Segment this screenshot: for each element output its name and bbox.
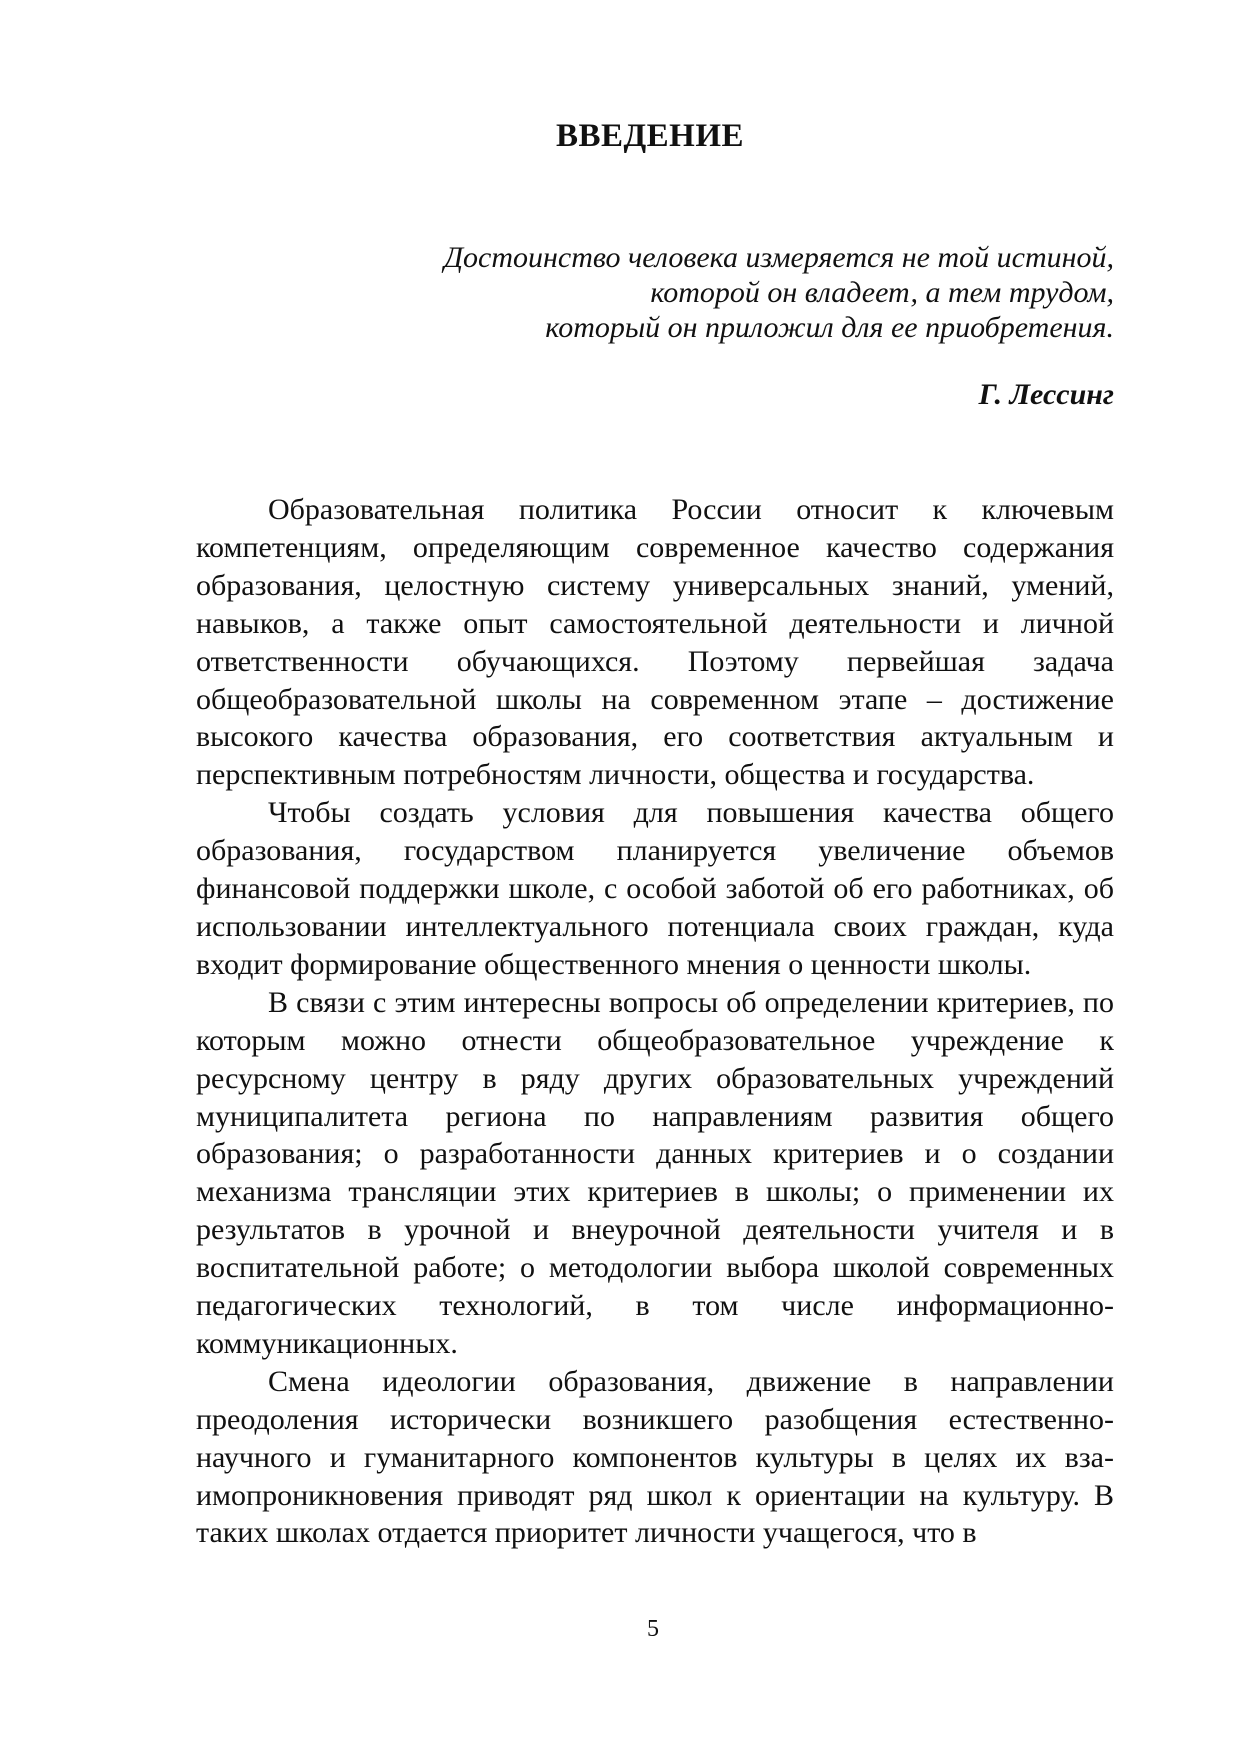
page-title: ВВЕДЕНИЕ xyxy=(555,118,745,154)
body-text xyxy=(196,491,1114,1552)
epigraph-line: который он приложил для ее приобретения. xyxy=(545,311,1114,344)
paragraph: Смена идеологии образования, движение в направлении преодоления исторически возникшего разобщения естественнонаучного и гуманитарного компонентов культуры в целях их взаимопроникновения приводят ряд школ к ориентации на культуру. В таких школах отдается приоритет личности учащегося, что в xyxy=(196,1364,1114,1550)
paragraph: Образовательная политика России относит к ключевым компетенциям, определяющим современное качество содержания образования, целостную систему универсальных знаний, умений, навыков, а также опыт самостоятельной деятельности и личной ответственности обучающихся. Поэтому первейшая задача общеобразовательной школы на современном этапе – достижение высокого качества образования, его соответствия актуальным и перспективным потребностям личности, общества и государства. xyxy=(196,493,1114,792)
epigraph-line: Достоинство человека измеряется не той истиной, xyxy=(443,241,1114,274)
epigraph-line: которой он владеет, а тем трудом, xyxy=(650,276,1114,309)
paragraph: В связи с этим интересны вопросы об определении критериев, по которым можно отнести общеобразовательное учреждение к ресурсному центру в ряду других образовательных учреждений муниципалитета региона по направлениям развития общего образования; о разработанности данных критериев и о создании механизма трансляции этих критериев в школы; о применении их результатов в урочной и внеурочной деятельности учителя и в воспитательной работе; о методологии выбора школой современных педагогических технологий, в том числе информационно-коммуникационных. xyxy=(196,985,1114,1360)
epigraph-author: Г. Лессинг xyxy=(978,378,1114,411)
paragraph: Чтобы создать условия для повышения качества общего образования, государством планируется увеличение объемов финансовой поддержки школе, с особой заботой об его работниках, об использовании интеллектуального потенциала своих граждан, куда входит формирование общественного мнения о ценности школы. xyxy=(196,796,1114,981)
epigraph xyxy=(214,240,1114,345)
page-number: 5 xyxy=(647,1616,659,1642)
